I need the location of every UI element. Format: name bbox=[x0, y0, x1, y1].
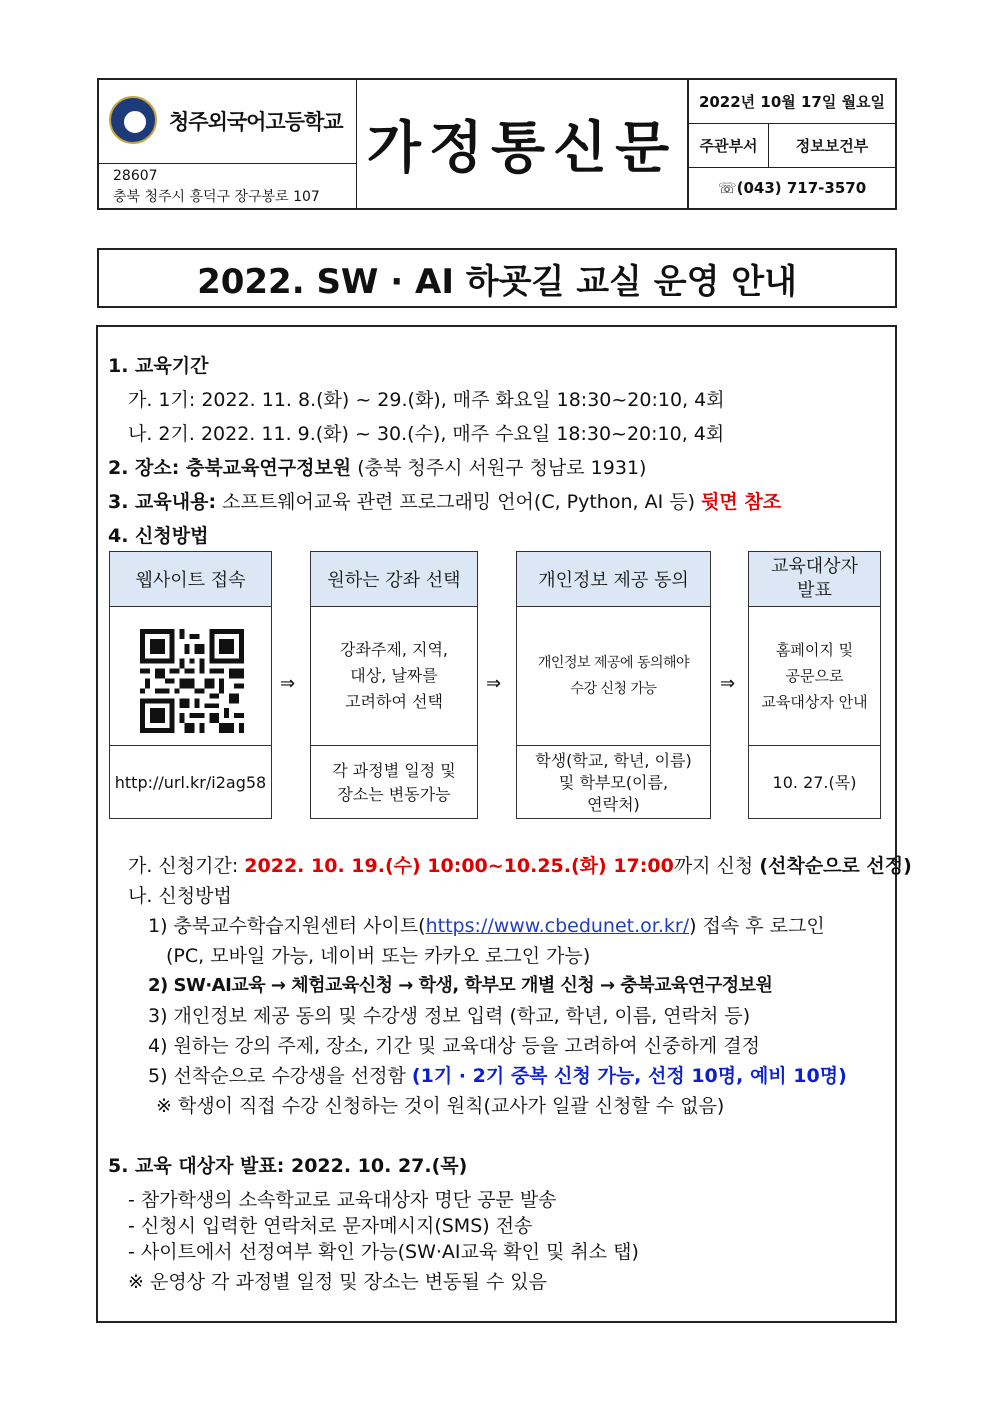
flow-step-website bbox=[109, 551, 272, 819]
apply-period: 가. 신청기간: 2022. 10. 19.(수) 10:00~10.25.(화) 17:00까지 신청 (선착순으로 선정) bbox=[128, 855, 912, 877]
notice-title: 2022. SW · AI 하굣길 교실 운영 안내 bbox=[97, 248, 897, 308]
website-url[interactable]: http://url.kr/i2ag58 bbox=[110, 745, 271, 820]
schedule-change-note: ※ 운영상 각 과정별 일정 및 장소는 변동될 수 있음 bbox=[128, 1271, 548, 1293]
method-step-1: 1) 충북교수학습지원센터 사이트(https://www.cbedunet.or.kr/) 접속 후 로그인 bbox=[148, 915, 825, 937]
method-step-3: 3) 개인정보 제공 동의 및 수강생 정보 입력 (학교, 학년, 이름, 연락처 등) bbox=[148, 1005, 751, 1027]
announce-item-2: - 신청시 입력한 연락처로 문자메시지(SMS) 전송 bbox=[128, 1215, 533, 1237]
flow-step-header: 교육대상자 발표 bbox=[749, 552, 880, 607]
zip-code: 28607 bbox=[113, 168, 158, 184]
flow-arrow-icon: ⇒ bbox=[280, 673, 296, 694]
qr-code-icon bbox=[140, 629, 244, 733]
section-5-heading: 5. 교육 대상자 발표: 2022. 10. 27.(목) bbox=[108, 1155, 468, 1177]
flow-step-announcement bbox=[748, 551, 881, 819]
dept-value: 정보보건부 bbox=[769, 124, 895, 168]
newsletter-title-cell bbox=[357, 80, 689, 208]
section-2-address: (충북 청주시 서원구 청남로 1931) bbox=[351, 457, 647, 479]
flow-step-body: 강좌주제, 지역, 대상, 날짜를 고려하여 선택 bbox=[340, 640, 448, 711]
method-step-1-note: (PC, 모바일 가능, 네이버 또는 카카오 로그인 가능) bbox=[166, 945, 591, 967]
flow-arrow-icon: ⇒ bbox=[486, 673, 502, 694]
selection-quota: (1기 · 2기 중복 신청 가능, 선정 10명, 예비 10명) bbox=[411, 1065, 847, 1087]
school-address: 충북 청주시 흥덕구 장구봉로 107 bbox=[113, 189, 320, 205]
section-3-label: 3. 교육내용: bbox=[108, 491, 217, 513]
flow-step-body: 홈페이지 및 공문으로 교육대상자 안내 bbox=[761, 641, 868, 711]
section-3 bbox=[108, 487, 781, 514]
cbedunet-link[interactable]: https://www.cbedunet.or.kr/ bbox=[425, 915, 690, 937]
flow-step-privacy-consent bbox=[516, 551, 711, 819]
announce-item-1: - 참가학생의 소속학교로 교육대상자 명단 공문 발송 bbox=[128, 1189, 557, 1211]
section-4-heading: 4. 신청방법 bbox=[108, 525, 209, 547]
flow-step-header: 웹사이트 접속 bbox=[110, 552, 271, 607]
flow-step-body: 개인정보 제공에 동의해야 수강 신청 가능 bbox=[537, 655, 690, 697]
section-2-label: 2. 장소: 충북교육연구정보원 bbox=[108, 457, 352, 479]
apply-note: ※ 학생이 직접 수강 신청하는 것이 원칙(교사가 일괄 신청할 수 없음) bbox=[156, 1095, 725, 1117]
period-2: 나. 2기. 2022. 11. 9.(화) ~ 30.(수), 매주 수요일 18:30~20:10, 4회 bbox=[128, 423, 725, 445]
phone-number: ☏(043) 717-3570 bbox=[717, 179, 867, 197]
issue-date: 2022년 10월 17일 월요일 bbox=[689, 80, 895, 124]
school-emblem-icon bbox=[109, 96, 157, 144]
school-logo-cell bbox=[99, 80, 357, 164]
school-address-cell bbox=[99, 164, 357, 208]
section-2 bbox=[108, 453, 646, 480]
method-step-4: 4) 원하는 강의 주제, 장소, 기간 및 교육대상 등을 고려하여 신중하게 결정 bbox=[148, 1035, 760, 1057]
flow-step-footer: 각 과정별 일정 및 장소는 변동가능 bbox=[311, 745, 477, 820]
dept-label: 주관부서 bbox=[689, 124, 769, 168]
announce-item-3: - 사이트에서 선정여부 확인 가능(SW·AI교육 확인 및 취소 탭) bbox=[128, 1241, 639, 1263]
apply-period-dates: 2022. 10. 19.(수) 10:00~10.25.(화) 17:00 bbox=[244, 855, 674, 877]
flow-step-footer: 학생(학교, 학년, 이름) 및 학부모(이름, 연락처) bbox=[517, 745, 710, 820]
method-step-2: 2) SW·AI교육 → 체험교육신청 → 학생, 학부모 개별 신청 → 충북교육연구정보원 bbox=[148, 975, 773, 996]
first-come-note: (선착순으로 선정) bbox=[759, 855, 912, 877]
newsletter-header bbox=[97, 78, 897, 210]
flow-step-header: 원하는 강좌 선택 bbox=[311, 552, 477, 607]
flow-step-select-course bbox=[310, 551, 478, 819]
qr-code-area bbox=[110, 607, 271, 745]
flow-arrow-icon: ⇒ bbox=[720, 673, 736, 694]
section-3-content: 소프트웨어교육 관련 프로그래밍 언어(C, Python, AI 등) bbox=[216, 491, 702, 513]
section-3-reference: 뒷면 참조 bbox=[701, 491, 782, 513]
newsletter-title: 가정통신문 bbox=[366, 116, 678, 181]
apply-method-heading: 나. 신청방법 bbox=[128, 885, 232, 907]
method-step-5: 5) 선착순으로 수강생을 선정함 (1기 · 2기 중복 신청 가능, 선정 10명, 예비 10명) bbox=[148, 1065, 847, 1087]
section-1-heading: 1. 교육기간 bbox=[108, 355, 209, 377]
flow-step-header: 개인정보 제공 동의 bbox=[517, 552, 710, 607]
notice-body bbox=[96, 325, 912, 1323]
flow-step-footer: 10. 27.(목) bbox=[749, 745, 880, 820]
period-1: 가. 1기: 2022. 11. 8.(화) ~ 29.(화), 매주 화요일 18:30~20:10, 4회 bbox=[128, 389, 725, 411]
school-name: 청주외국어고등학교 bbox=[169, 110, 343, 134]
